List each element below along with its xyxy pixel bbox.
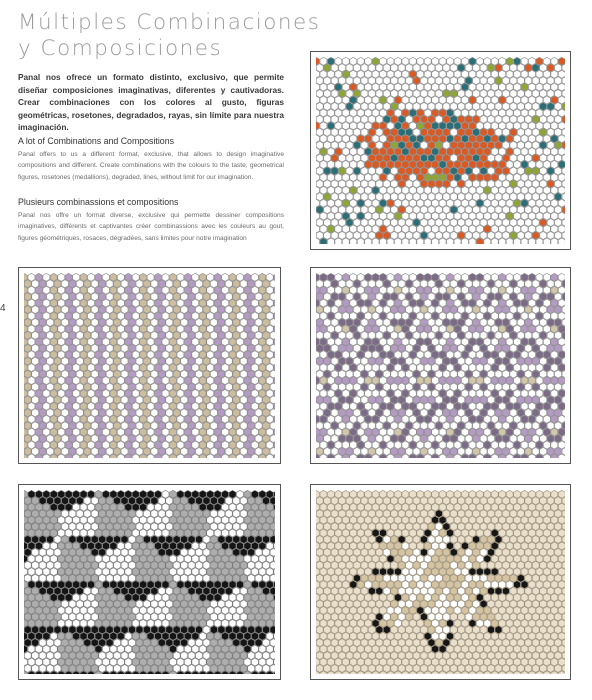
hex-cells xyxy=(316,273,565,458)
pattern-tile-diamonds xyxy=(310,267,571,464)
heading-english: A lot of Combinations and Compositions xyxy=(18,136,174,146)
hex-cells xyxy=(316,490,565,674)
page-title xyxy=(18,10,321,62)
pattern-tile-cubes xyxy=(18,484,281,680)
rosette-pattern xyxy=(316,57,565,244)
pattern-tile-rosette xyxy=(310,51,571,250)
hex-cells xyxy=(24,273,275,458)
paragraph-french: Panal nos offre un format diverse, exclusive qui permette dessiner compositions imaginatives, différents et captivantes créer combinassions avec les couleurs au gout, figures géométriques, rosaces, dégradées, sans limites pour notre imagination xyxy=(18,212,284,242)
hex-cells xyxy=(24,490,275,674)
stripes-pattern xyxy=(24,273,275,458)
cubes-pattern xyxy=(24,490,275,674)
title-line-1: Múltiples Combinaciones xyxy=(18,10,321,35)
hex-cells xyxy=(316,57,565,244)
star-pattern xyxy=(316,490,565,674)
pattern-tile-star xyxy=(310,484,571,680)
page-number: 4 xyxy=(0,303,6,314)
diamonds-pattern xyxy=(316,273,565,458)
pattern-tile-stripes xyxy=(18,267,281,464)
heading-french: Plusieurs combinassions et compositions xyxy=(18,197,179,207)
intro-paragraph-es: Panal nos ofrece un formato distinto, exclusivo, que permite diseñar composiciones imaginativas, diferentes y cautivadoras. Crear combinaciones con los colores al gusto, figuras geométricas, rosetones, degradados, rayas, sin límite para nuestra imaginación. xyxy=(18,72,284,133)
title-line-2: y Composiciones xyxy=(18,36,223,61)
paragraph-english: Panal offers to us a different format, exclusive, that allows to design imaginative compositions and different. Create combinations with the colours to the taste, geometrical figures, rosetones (medallions), degraded, lines, without limit for our imagination. xyxy=(18,151,284,181)
